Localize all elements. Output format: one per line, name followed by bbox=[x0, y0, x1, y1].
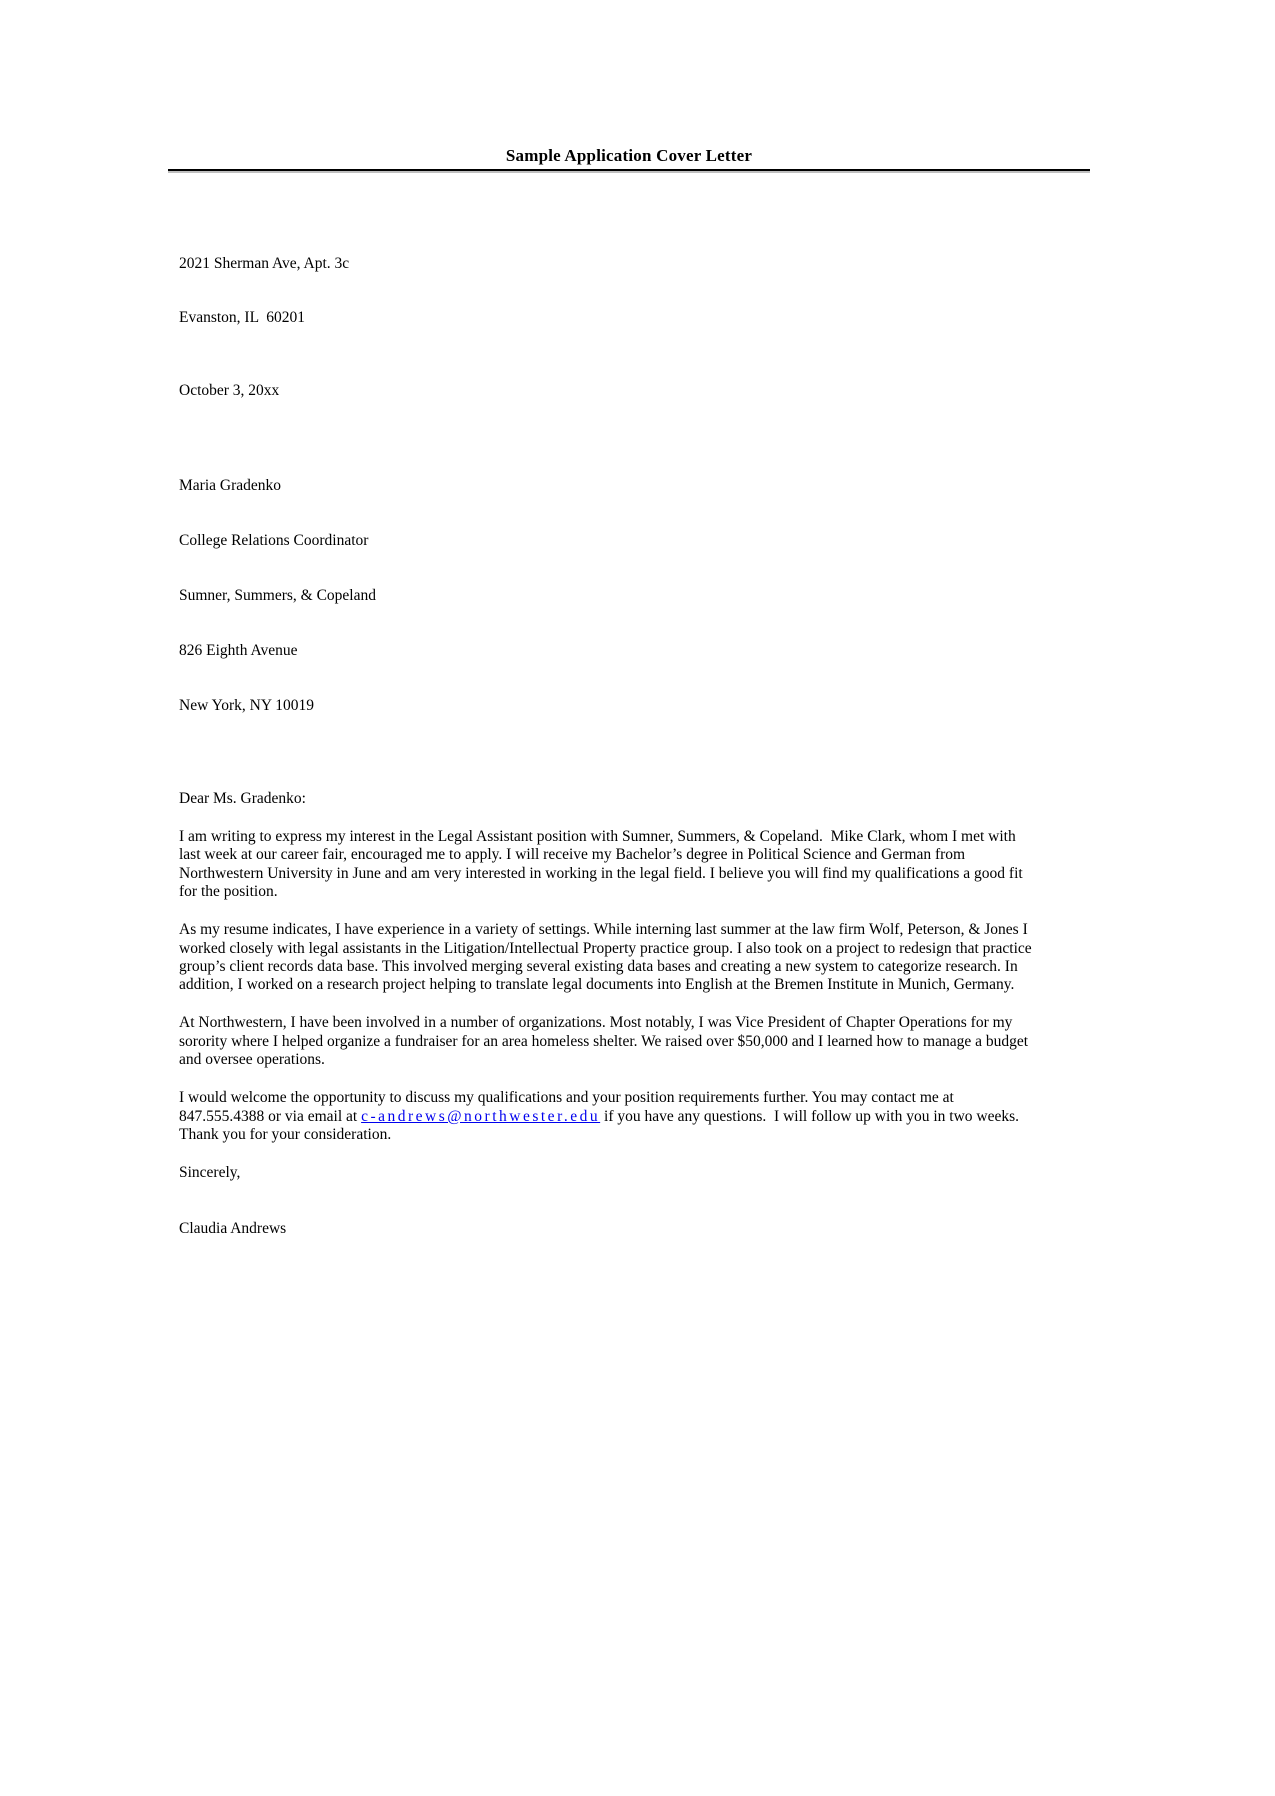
recipient-title: College Relations Coordinator bbox=[179, 532, 369, 550]
letter-header bbox=[168, 146, 1090, 171]
body-paragraph-3: At Northwestern, I have been involved in a number of organizations. Most notably, I was Vice President of Chapter Operations for my sorority where I helped organize a fundraiser for an area homeless shelter. We raised over $50,000 and I learned how to manage a budget and oversee operations. bbox=[179, 1014, 1032, 1068]
sender-address-line-1: 2021 Sherman Ave, Apt. 3c bbox=[179, 254, 350, 272]
recipient-street: 826 Eighth Avenue bbox=[179, 641, 298, 659]
letter-body bbox=[179, 218, 1037, 1239]
closing-paragraph bbox=[179, 1089, 1037, 1144]
signature-name: Claudia Andrews bbox=[179, 1220, 287, 1238]
closing-text-after-email: if you have any questions. I will follow up with you in two weeks. Thank you for your consideration. bbox=[179, 1107, 1023, 1143]
closing-text-before-email: I would welcome the opportunity to discuss my qualifications and your position requirements further. You may contact me at 847.555.4388 or via email at bbox=[179, 1089, 958, 1125]
letter-title: Sample Application Cover Letter bbox=[505, 146, 753, 165]
sender-address-line-2: Evanston, IL 60201 bbox=[179, 309, 305, 327]
recipient-city: New York, NY 10019 bbox=[179, 696, 315, 714]
recipient-name: Maria Gradenko bbox=[179, 477, 281, 495]
body-paragraph-2: As my resume indicates, I have experience in a variety of settings. While interning last summer at the law firm Wolf, Peterson, & Jones I worked closely with legal assistants in the Litigation/Intellectual Property practice group. I also took on a project to redesign that practice group’s client records data base. This involved merging several existing data bases and creating a new system to categorize research. In addition, I worked on a research project helping to translate legal documents into English at the Bremen Institute in Munich, Germany. bbox=[179, 921, 1036, 994]
letter-date: October 3, 20xx bbox=[179, 382, 280, 400]
valediction: Sincerely, bbox=[179, 1164, 241, 1182]
recipient-company: Sumner, Summers, & Copeland bbox=[179, 587, 376, 605]
body-paragraph-1: I am writing to express my interest in the Legal Assistant position with Sumner, Summers, & Copeland. Mike Clark, whom I met with last week at our career fair, encouraged me to apply. I will receive my Bachelor’s degree in Political Science and German from Northwestern University in June and am very interested in working in the legal field. I believe you will find my qualifications a good fit for the position. bbox=[179, 828, 1027, 900]
sender-address bbox=[179, 218, 1037, 364]
salutation: Dear Ms. Gradenko: bbox=[179, 789, 306, 807]
email-link[interactable]: c-andrews@northwester.edu bbox=[361, 1107, 601, 1125]
letter-page bbox=[0, 146, 1275, 1796]
recipient-address bbox=[179, 441, 1037, 752]
